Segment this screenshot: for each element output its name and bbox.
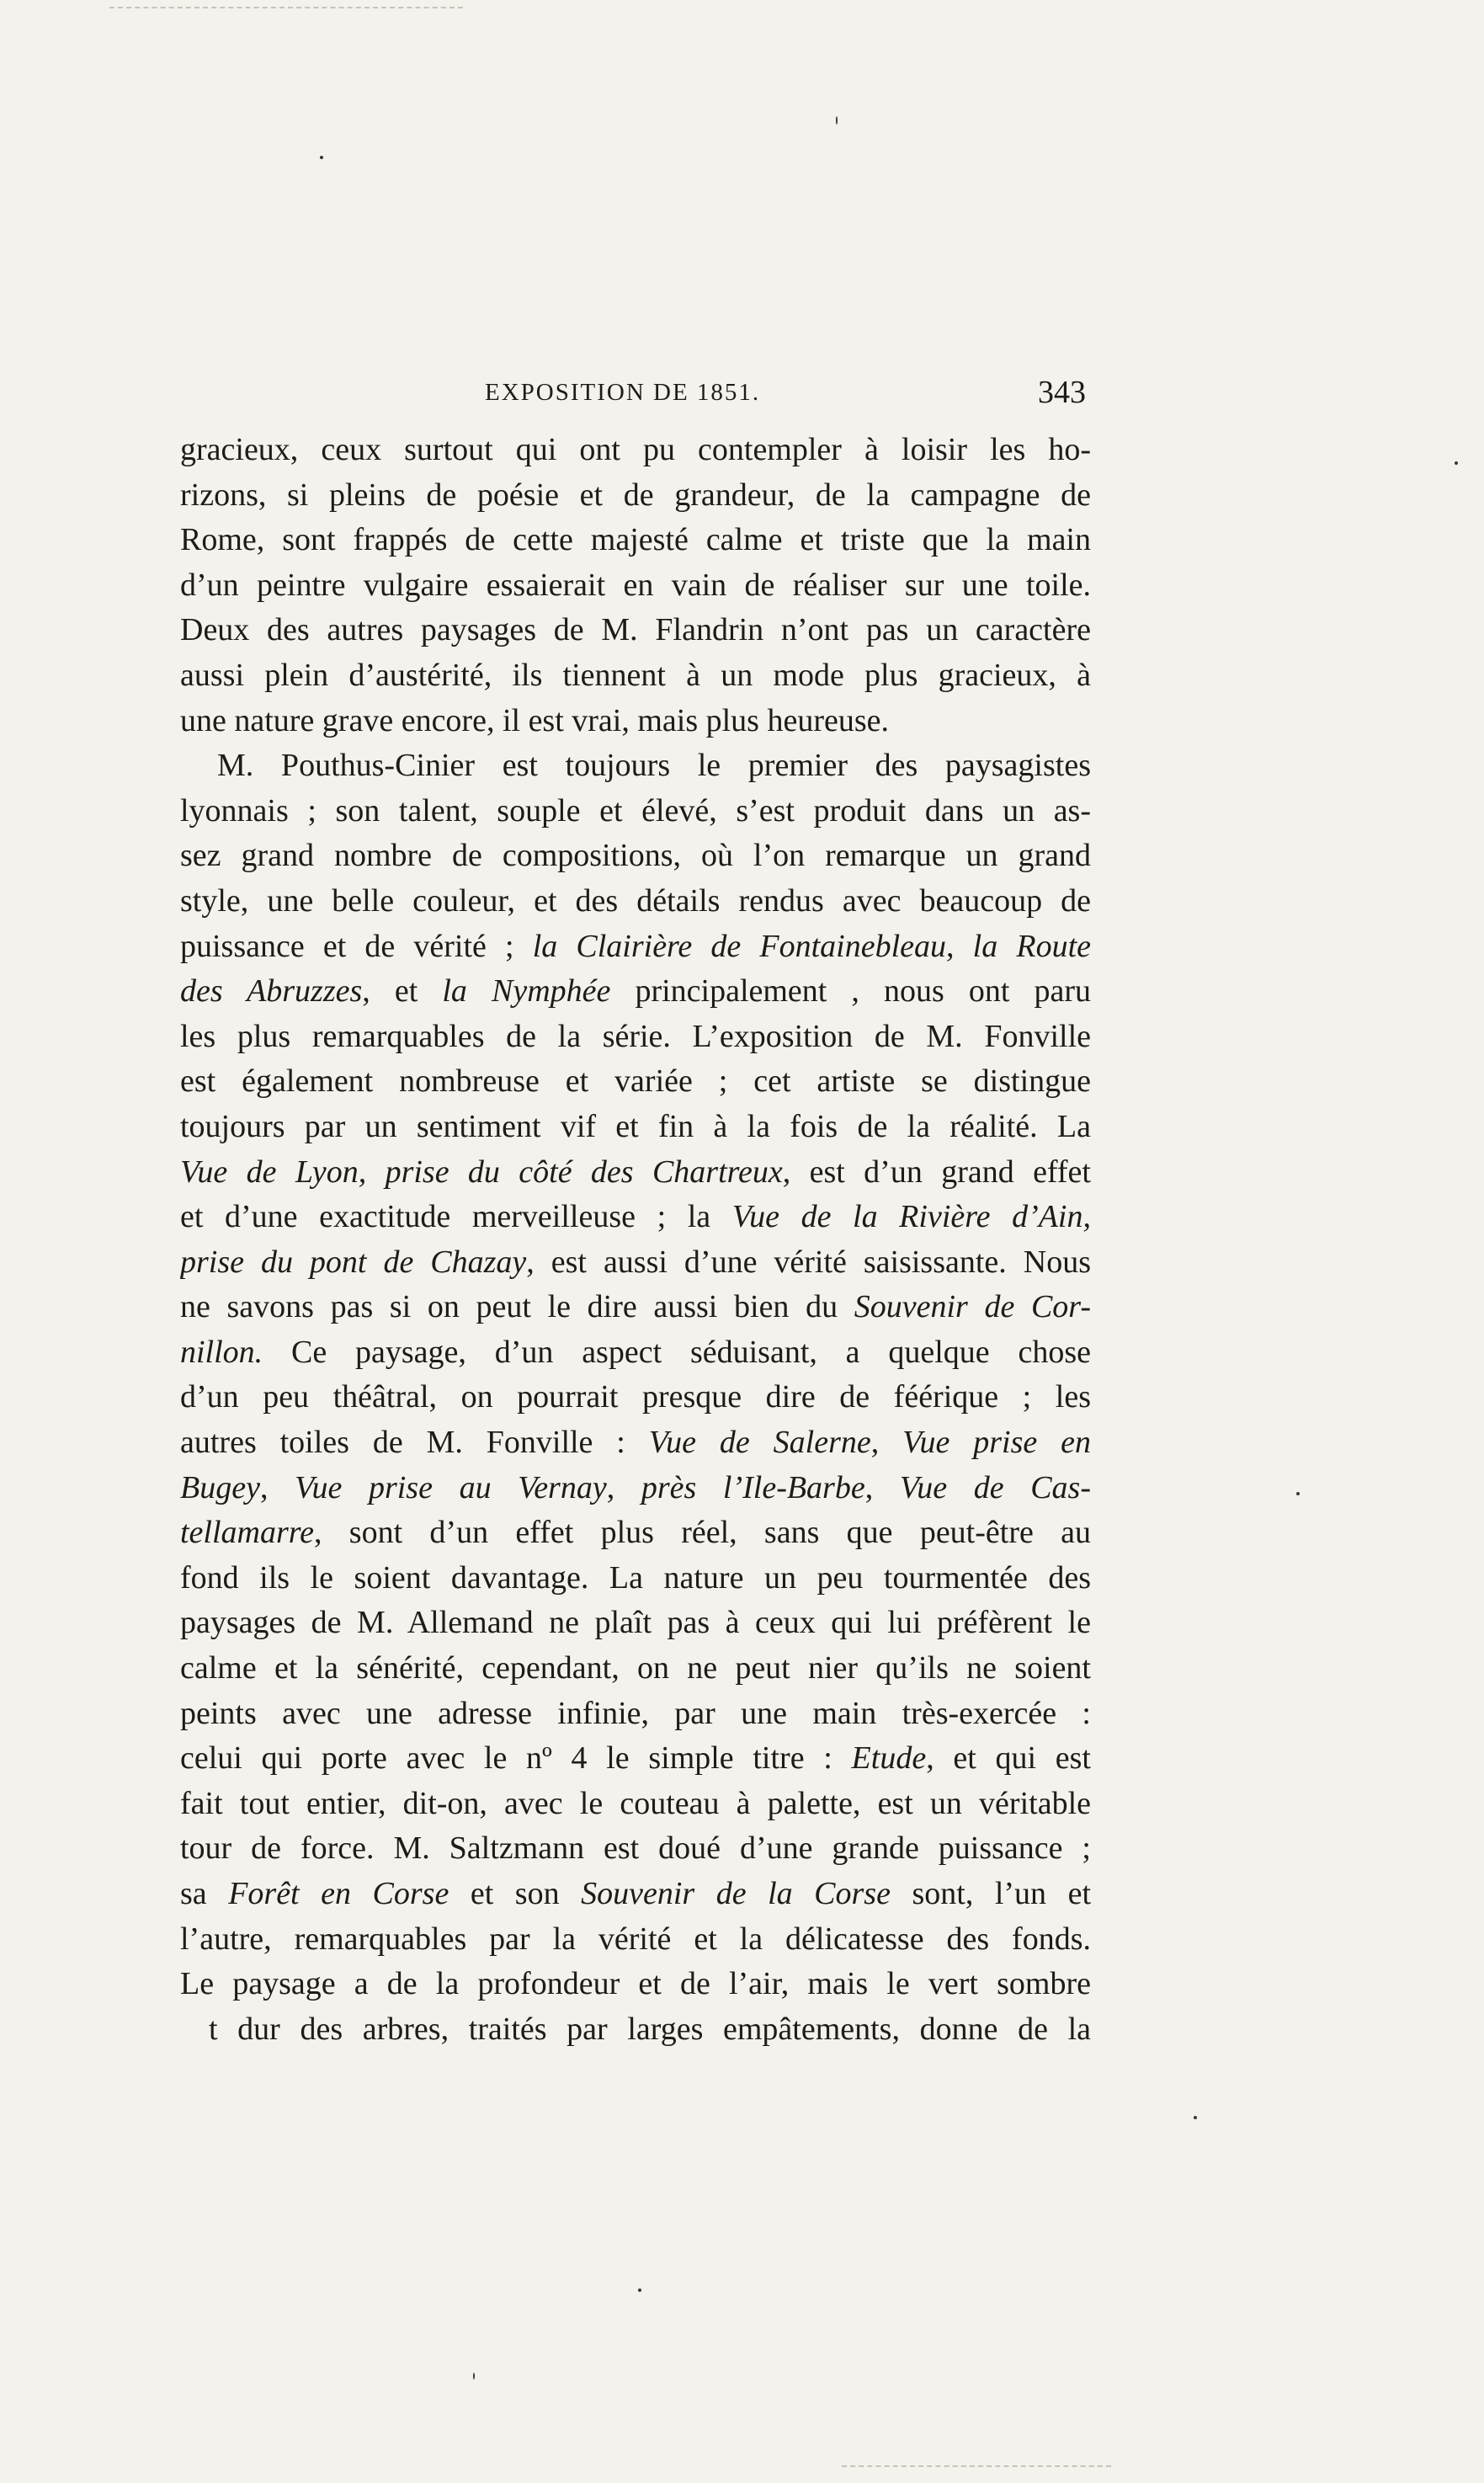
text-line: est également nombreuse et variée ; cet artiste se distingue xyxy=(180,1063,1091,1100)
text-line: Deux des autres paysages de M. Flandrin n’ont pas un caractère xyxy=(180,612,1091,648)
running-title: EXPOSITION DE 1851. xyxy=(485,379,761,406)
text-line: sa Forêt en Corse et son Souvenir de la Corse sont, l’un et xyxy=(180,1876,1091,1911)
body-text xyxy=(180,428,1091,2052)
text-line: lyonnais ; son talent, souple et élevé, s’est produit dans un as- xyxy=(180,792,1091,829)
text-line: style, une belle couleur, et des détails rendus avec beaucoup de xyxy=(180,882,1091,919)
text-line: d’un peintre vulgaire essaierait en vain de réaliser sur une toile. xyxy=(180,567,1091,603)
text-line: puissance et de vérité ; la Clairière de Fontainebleau, la Route xyxy=(180,928,1091,964)
scan-edge-mark xyxy=(842,2465,1111,2469)
text-line: sez grand nombre de compositions, où l’on remarque un grand xyxy=(180,838,1091,874)
text-line: Rome, sont frappés de cette majesté calme et triste que la main xyxy=(180,522,1091,558)
text-line: fait tout entier, dit-on, avec le couteau à palette, est un véritable xyxy=(180,1785,1091,1821)
text-line: prise du pont de Chazay, est aussi d’une vérité saisissante. Nous xyxy=(180,1244,1091,1280)
paper-speck xyxy=(473,2373,475,2379)
text-line: gracieux, ceux surtout qui ont pu contempler à loisir les ho- xyxy=(180,432,1091,467)
text-line: les plus remarquables de la série. L’exposition de M. Fonville xyxy=(180,1018,1091,1054)
text-line: celui qui porte avec le nº 4 le simple titre : Etude, et qui est xyxy=(180,1740,1091,1777)
text-line: tour de force. M. Saltzmann est doué d’une grande puissance ; xyxy=(180,1830,1091,1867)
scan-edge-mark xyxy=(109,7,463,10)
page-header xyxy=(180,370,1091,421)
text-line: aussi plein d’austérité, ils tiennent à un mode plus gracieux, à xyxy=(180,657,1091,693)
text-line: tellamarre, sont d’un effet plus réel, sans que peut-être au xyxy=(180,1515,1091,1551)
paper-speck xyxy=(1455,461,1458,465)
text-line: et d’une exactitude merveilleuse ; la Vue de la Rivière d’Ain, xyxy=(180,1199,1091,1235)
text-line: ne savons pas si on peut le dire aussi bien du Souvenir de Cor- xyxy=(180,1289,1091,1325)
text-line: autres toiles de M. Fonville : Vue de Salerne, Vue prise en xyxy=(180,1425,1091,1461)
text-line: d’un peu théâtral, on pourrait presque dire de féérique ; les xyxy=(180,1379,1091,1415)
text-line: Le paysage a de la profondeur et de l’air, mais le vert sombre xyxy=(180,1966,1091,2002)
text-line: Vue de Lyon, prise du côté des Chartreux, est d’un grand effet xyxy=(180,1154,1091,1190)
text-line: paysages de M. Allemand ne plaît pas à ceux qui lui préfèrent le xyxy=(180,1605,1091,1641)
text-line: nillon. Ce paysage, d’un aspect séduisant, a quelque chose xyxy=(180,1334,1091,1370)
text-line: l’autre, remarquables par la vérité et la délicatesse des fonds. xyxy=(180,1921,1091,1957)
text-line: t dur des arbres, traités par larges empâtements, donne de la xyxy=(209,2011,1091,2047)
text-line: calme et la sénérité, cependant, on ne peut nier qu’ils ne soient xyxy=(180,1650,1091,1686)
paragraph-start-line: M. Pouthus-Cinier est toujours le premier des paysagistes xyxy=(217,748,1091,784)
paper-speck xyxy=(638,2289,641,2292)
text-line: une nature grave encore, il est vrai, mais plus heureuse. xyxy=(180,702,890,738)
text-line: des Abruzzes, et la Nymphée principalement , nous ont paru xyxy=(180,973,1091,1010)
text-line: peints avec une adresse infinie, par une main très-exercée : xyxy=(180,1695,1091,1731)
page-number: 343 xyxy=(1038,375,1086,410)
paper-speck xyxy=(320,156,323,159)
text-line: fond ils le soient davantage. La nature un peu tourmentée des xyxy=(180,1559,1091,1596)
paper-speck xyxy=(1194,2116,1197,2119)
text-line: Bugey, Vue prise au Vernay, près l’Ile-Barbe, Vue de Cas- xyxy=(180,1469,1091,1505)
paper-speck xyxy=(836,116,838,125)
paper-speck xyxy=(1296,1492,1300,1495)
text-line: rizons, si pleins de poésie et de grandeur, de la campagne de xyxy=(180,477,1091,513)
text-line: toujours par un sentiment vif et fin à la fois de la réalité. La xyxy=(180,1108,1091,1144)
